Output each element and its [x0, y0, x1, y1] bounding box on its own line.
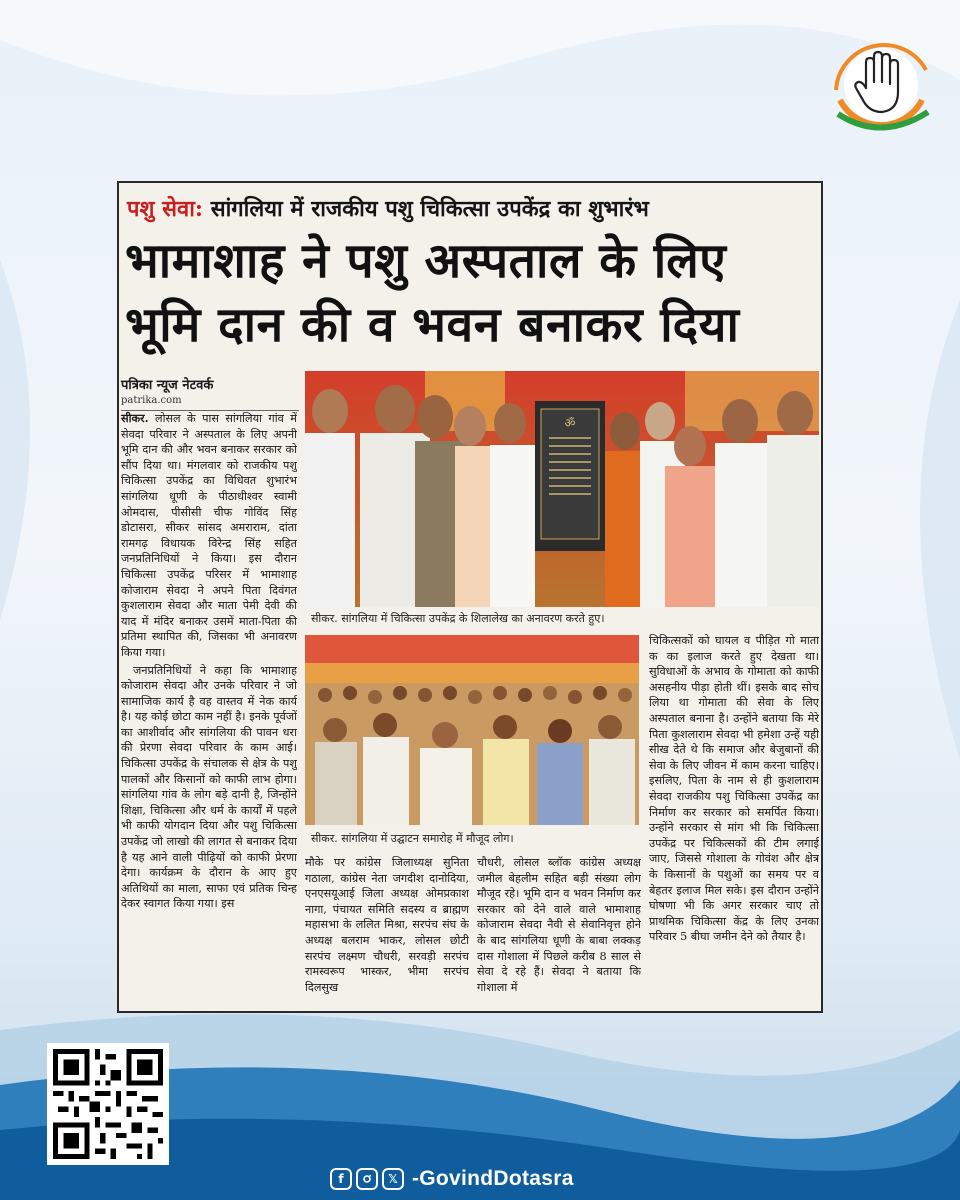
- kicker-text: सांगलिया में राजकीय पशु चिकित्सा उपकेंद्र का शुभारंभ: [210, 196, 649, 222]
- photo-1-caption: सीकर. सांगलिया में चिकित्सा उपकेंद्र के शिलालेख का अनावरण करते हुए।: [311, 612, 605, 625]
- paragraph-4: चौधरी, लोसल ब्लॉक कांग्रेस अध्यक्ष जमील बेहलीम सहित बड़ी संख्या लोग मौजूद रहे। भूमि दान व भवन निर्माण कर सरकार को देने वाले वाले भामाशाह कोजाराम सेवदा नैवी से सेवानिवृत्त होने के बाद सांगलिया धूणी के बाबा लक्कड़ दास गोशाला में पिछले करीब 8 साल से सेवा दे रहे हैं। सेवदा ने बताया कि गोशाला में: [477, 856, 641, 994]
- photo-2-caption: सीकर. सांगलिया में उद्घाटन समारोह में मौजूद लोग।: [311, 832, 514, 845]
- paragraph-5: चिकित्सकों को घायल व पीड़ित गो माता क का इलाज करते हुए देखता था। सुविधाओं के अभाव के गोमाता को काफी असहनीय पीड़ा होती थीं। इसके बाद सोच लिया था गोमाता की सेवा के लिए अस्पताल बनाना है। उन्होंने बताया कि मेरे पिता कुशलाराम सेवदा भी हमेशा उन्हें यही सीख देते थे कि समाज और बेजुबानों की सेवा के लिए जीवन में काम करना चाहिए। इसलिए, पिता के नाम से ही कुशलाराम सेवदा राजकीय पशु चिकित्सा उपकेंद्र का निर्माण कर सरकार को समर्पित किया। उन्होंने सरकार से मांग भी कि चिकित्सा उपकेंद्र पर चिकित्सकों की टीम लगाई जाए, जिससे गोशाला के गोवंश और क्षेत्र के किसानों के पशुओं का समय पर व बेहतर इलाज मिल सके। इस दौरान उन्होंने घोषणा भी कि अगर सरकार चाए तो प्राथमिक चिकित्सा केंद्र के लिए उनका परिवार 5 बीघा जमीन देने को तैयार है।: [649, 634, 819, 944]
- party-logo: [826, 30, 936, 140]
- paragraph-3: मौके पर कांग्रेस जिलाध्यक्ष सुनिता गठाला, कांग्रेस नेता जगदीश दानोदिया, एनएसयूआई जिला अध्यक्ष ओमप्रकाश नागा, पंचायत समिति सदस्य व ब्राह्मण महासभा के ललित मिश्रा, सरपंच संघ के अध्यक्ष बलराम भाकर, लोसल छोटी सरपंच लक्ष्मण चौधरी, सरवड़ी सरपंच रामस्वरूप भास्कर, भीमा सरपंच दिलसुख: [305, 856, 469, 994]
- headline: [125, 229, 739, 357]
- headline-line-2: भूमि दान की व भवन बनाकर दिया: [125, 297, 740, 353]
- social-handle-text[interactable]: -GovindDotasra: [412, 1167, 574, 1190]
- facebook-icon[interactable]: f: [330, 1168, 352, 1190]
- social-handle: [330, 1164, 574, 1194]
- headline-line-1: भामाशाह ने पशु अस्पताल के लिए: [125, 233, 727, 289]
- article-column-4: [649, 633, 819, 1013]
- kicker-label: पशु सेवा:: [127, 196, 204, 222]
- paragraph-2: जनप्रतिनिधियों ने कहा कि भामाशाह कोजाराम सेवदा और उनके परिवार ने जो सामाजिक कार्य है वह वास्तव में नेक कार्य है। यह कोई छोटा काम नहीं है। इनके पूर्वजों का आशीर्वाद और सांगलिया की पावन धरा की प्रेरणा सेवदा परिवार के काम आई। चिकित्सा उपकेंद्र के संचालक से क्षेत्र के पशु पालकों और किसानों को काफी लाभ होगा। सांगलिया गांव के लोग बड़े दानी है, जिन्होंने शिक्षा, चिकित्सा और धर्म के कार्यों में पहले भी काफी योगदान दिया और पशु चिकित्सा उपकेंद्र जो लाखो की लागत से बनाकर दिया है यह आने वाली पीढ़ियों को काफी प्रेरणा देगा। कार्यक्रम के दौरान के आए हुए अतिथियों का माला, साफा एवं प्रतिक चिन्ह देकर स्वागत किया गया। इस: [121, 663, 297, 911]
- article-column-3: [477, 855, 641, 1013]
- newspaper-clipping: [117, 181, 823, 1013]
- photo-crowd-illustration: [305, 635, 639, 825]
- qr-code-icon: [53, 1049, 163, 1159]
- article-column-2: [305, 855, 469, 1013]
- article-column-1: [121, 411, 297, 1011]
- photo-crowd: [305, 635, 639, 825]
- photo-plaque-unveiling: [305, 371, 819, 607]
- qr-code: [47, 1043, 169, 1165]
- kicker: [127, 193, 649, 223]
- byline: [121, 375, 301, 411]
- plaque-symbol: ॐ: [564, 416, 576, 430]
- paragraph-1: लोसल के पास सांगलिया गांव में सेवदा परिवार ने अस्पताल के लिए अपनी भूमि दान की और भवन बनाकर सरकार को सौंप दिया था। मंगलवार को राजकीय पशु चिकित्सा उपकेंद्र का विधिवत शुभारंभ सांगलिया धूणी के पीठाधीश्वर स्वामी ओमदास, पीसीसी चीफ गोविंद सिंह डोटासरा, सीकर सांसद अमराराम, दांता रामगढ़ विधायक विरेन्द्र सिंह सहित जनप्रतिनिधियों ने किया। इस दौरान चिकित्सा उपकेंद्र परिसर में भामाशाह कोजाराम सेवदा ने अपने पिता दिवंगत कुशलाराम सेवदा और माता पेमी देवी की याद में मंदिर बनाकर उसमें माता-पिता की प्रतिमा स्थापित की, जिसका भी अनावरण किया गया।: [121, 412, 297, 659]
- photo-plaque-illustration: [305, 371, 819, 607]
- instagram-icon[interactable]: [356, 1168, 378, 1190]
- byline-source: patrika.com: [121, 395, 182, 406]
- dateline: सीकर.: [121, 411, 149, 425]
- byline-network: पत्रिका न्यूज नेटवर्क: [121, 378, 214, 393]
- x-icon[interactable]: 𝕏: [382, 1168, 404, 1190]
